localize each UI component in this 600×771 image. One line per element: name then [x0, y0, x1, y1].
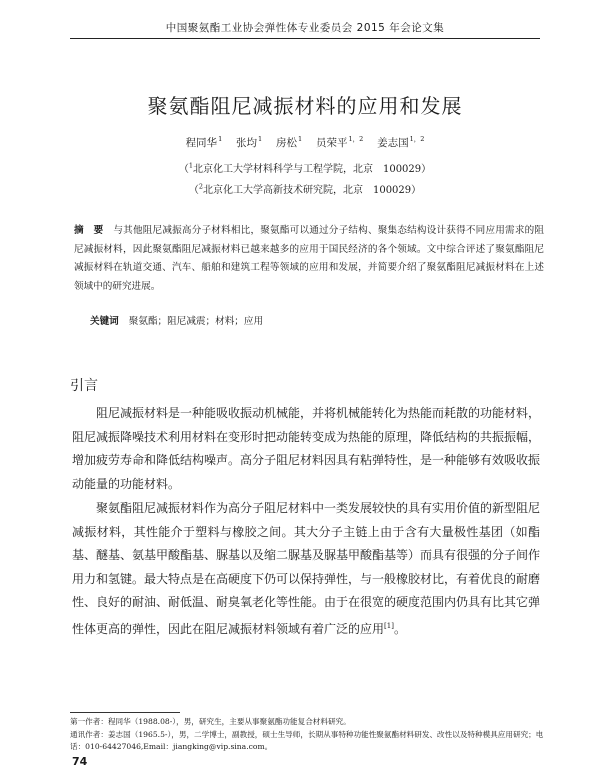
footnotes: [70, 716, 545, 754]
footnote-rule: [70, 712, 180, 713]
abstract-label: 摘 要: [74, 225, 104, 236]
section-heading: 引言: [70, 378, 98, 394]
body-paragraph-1: 阻尼减振材料是一种能吸收振动机械能，并将机械能转化为热能而耗散的功能材料，阻尼减振降噪技术利用材料在变形时把动能转变成为热能的原理，降低结构的共振振幅，增加疲劳寿命和降低结构噪声。高分子阻尼材料因具有粘弹特性，是一种能够有效吸收振动能量的功能材料。: [72, 406, 541, 491]
author: 姜志国$^{1,2}$: [377, 135, 425, 149]
author-list: [70, 134, 540, 150]
running-header: 中国聚氨酯工业协会弹性体专业委员会 2015 年会论文集: [165, 22, 445, 34]
keywords: [90, 313, 540, 327]
author: 张均$^1$: [236, 135, 263, 149]
abstract: [74, 222, 544, 296]
author: 房松$^1$: [276, 135, 303, 149]
keywords-label: 关键词: [90, 316, 119, 327]
author: 员荣平$^{1,2}$: [316, 135, 364, 149]
affiliation-2: （$^2$北京化工大学高新技术研究院，北京 100029）: [188, 182, 422, 196]
author: 程同华$^1$: [185, 135, 223, 149]
footnote-first-author: 第一作者：程同华（1988.08-），男，研究生，主要从事聚氨酯功能复合材料研究。: [70, 717, 351, 726]
citation-mark: [1]: [384, 621, 394, 630]
paper-title: 聚氨酯阻尼减振材料的应用和发展: [147, 94, 463, 118]
body-paragraph-2: 聚氨酯阻尼减振材料作为高分子阻尼材料中一类发展较快的具有实用价值的新型阻尼减振材料，其性能介于塑料与橡胶之间。其大分子主链上由于含有大量极性基团（如酯基、醚基、氨基甲酸酯基、脲基以及缩二脲基及脲基甲酸酯基等）而具有很强的分子间作用力和氢键。最大特点是在高硬度下仍可以保持弹性，与一般橡胶材比，有着优良的耐磨性、良好的耐油、耐低温、耐臭氧老化等性能。由于在很宽的硬度范围内仍具有比其它弹性体更高的弹性，因此在阻尼减振材料领域有着广泛的应用[1]。: [72, 501, 541, 636]
footnote-corresponding-author: 通讯作者：姜志国（1965.5-），男，二学博士，副教授，硕士生导师，长期从事特种功能性聚氨酯材料研发、改性以及特种模具应用研究；电话：010-64427046,Email：jiangking@vip.sina.com。: [70, 729, 544, 751]
page-number: 74: [72, 755, 88, 768]
header-rule: [70, 38, 540, 39]
keywords-text: 聚氨酯；阻尼减震；材料；应用: [128, 316, 264, 327]
affiliation-1: （$^1$北京化工大学材料科学与工程学院，北京 100029）: [178, 161, 432, 175]
abstract-text: 与其他阻尼减振高分子材料相比，聚氨酯可以通过分子结构、聚集态结构设计获得不同应用需求的阻尼减振材料，因此聚氨酯阻尼减振材料已越来越多的应用于国民经济的各个领域。文中综合评述了聚氨酯阻尼减振材料在轨道交通、汽车、船舶和建筑工程等领域的应用和发展，并简要介绍了聚氨酯阻尼减振材料在上述领域中的研究进展。: [74, 225, 544, 292]
